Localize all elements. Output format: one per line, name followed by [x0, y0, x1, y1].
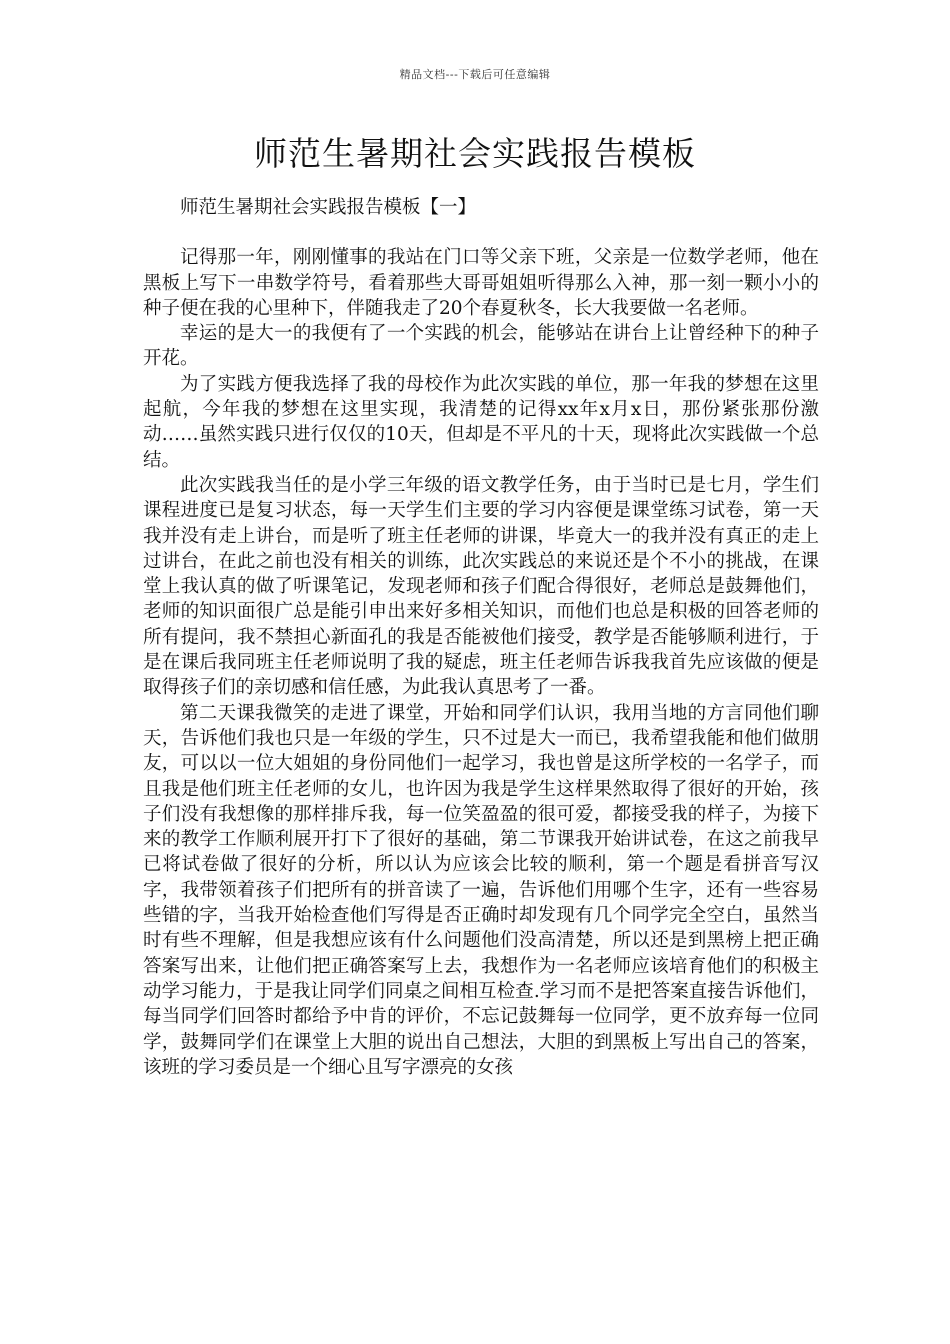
section-subtitle: 师范生暑期社会实践报告模板【一】: [180, 197, 477, 218]
document-title: 师范生暑期社会实践报告模板: [254, 134, 696, 173]
paragraph-1: 记得那一年，刚刚懂事的我站在门口等父亲下班，父亲是一位数学老师，他在黑板上写下一串数学符号，看着那些大哥哥姐姐听得那么入神，那一刻一颗小小的种子便在我的心里种下，伴随我走了20个春夏秋冬，长大我要做一名老师。: [143, 247, 819, 319]
document-body: [143, 195, 819, 1080]
paragraph-4: 此次实践我当任的是小学三年级的语文教学任务，由于当时已是七月，学生们课程进度已是复习状态，每一天学生们主要的学习内容便是课堂练习试卷，第一天我并没有走上讲台，而是听了班主任老师的讲课，毕竟大一的我并没有真正的走上过讲台，在此之前也没有相关的训练，此次实践总的来说还是个不小的挑战，在课堂上我认真的做了听课笔记，发现老师和孩子们配合得很好，老师总是鼓舞他们，老师的知识面很广总是能引申出来好多相关知识，而他们也总是积极的回答老师的所有提问，我不禁担心新面孔的我是否能被他们接受，教学是否能够顺利进行，于是在课后我同班主任老师说明了我的疑虑，班主任老师告诉我我首先应该做的便是取得孩子们的亲切感和信任感，为此我认真思考了一番。: [143, 474, 819, 699]
header-note: 精品文档---下载后可任意编辑: [399, 68, 551, 81]
paragraph-5: 第二天课我微笑的走进了课堂，开始和同学们认识，我用当地的方言同他们聊天，告诉他们我也只是一年级的学生，只不过是大一而已，我希望我能和他们做朋友，可以以一位大姐姐的身份同他们一起学习，我也曾是这所学校的一名学子，而且我是他们班主任老师的女儿，也许因为我是学生这样果然取得了很好的开始，孩子们没有我想像的那样排斥我，每一位笑盈盈的很可爱，都接受我的样子，为接下来的教学工作顺利展开打下了很好的基础，第二节课我开始讲试卷，在这之前我早已将试卷做了很好的分析，所以认为应该会比较的顺利，第一个题是看拼音写汉字，我带领着孩子们把所有的拼音读了一遍，告诉他们用哪个生字，还有一些容易些错的字，当我开始检查他们写得是否正确时却发现有几个同学完全空白，虽然当时有些不理解，但是我想应该有什么问题他们没高清楚，所以还是到黑榜上把正确答案写出来，让他们把正确答案写上去，我想作为一名老师应该培育他们的积极主动学习能力，于是我让同学们同桌之间相互检查.学习而不是把答案直接告诉他们，每当同学们回答时都给予中肯的评价，不忘记鼓舞每一位同学，更不放弃每一位同学，鼓舞同学们在课堂上大胆的说出自己想法，大胆的到黑板上写出自己的答案，该班的学习委员是一个细心且写字漂亮的女孩: [143, 702, 819, 1078]
paragraph-2: 幸运的是大一的我便有了一个实践的机会，能够站在讲台上让曾经种下的种子开花。: [143, 323, 819, 370]
paragraph-3: 为了实践方便我选择了我的母校作为此次实践的单位，那一年我的梦想在这里起航，今年我的梦想在这里实现，我清楚的记得xx年x月x日，那份紧张那份激动……虽然实践只进行仅仅的10天，但却是不平凡的十天，现将此次实践做一个总结。: [143, 373, 819, 471]
